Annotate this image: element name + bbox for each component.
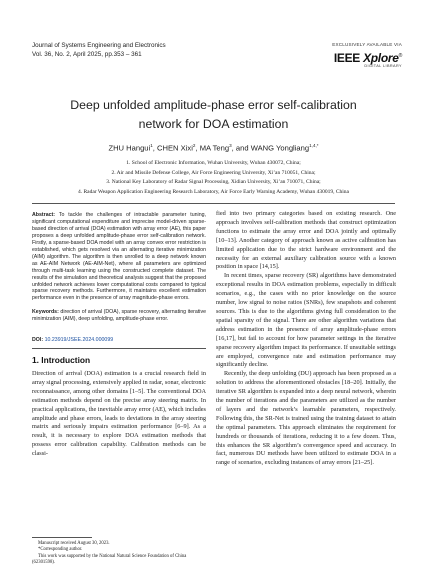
journal-header [32,41,166,59]
brand-ieee: IEEE [333,51,361,65]
brand-reg: ® [398,53,402,59]
brand-sub: DIGITAL LIBRARY [364,64,402,68]
footnote: This work was supported by the National Natural Science Foundation of China (62301598). [32,553,187,565]
paragraph: Direction of arrival (DOA) estimation is a crucial research field in array signal processing, extensively applied in radar, sonar, electronic reconnaissance, among other domains [1–5]. The conventional DOA estimation methods depend on the precise array steering matrix. In practical applications, the inevitable array error (AE), which includes amplitude and phase errors, leads to deviations in the array steering matrix and seriously impairs estimation performance [6–9]. As a result, it is necessary to explore DOA estimation methods that possess error calibration capability. Calibration methods can be classi- [32,370,206,458]
author-sup: 1 [150,143,153,148]
footnote: *Corresponding author. [38,547,83,553]
keywords-label: Keywords: [32,309,59,315]
keywords-text: direction of arrival (DOA), sparse recovery, alternating iterative minimization (AIM), deep unfolding, amplitude-phase error. [32,309,206,322]
author-sup: 2 [192,143,196,148]
abstract-text: To tackle the challenges of intractable parameter tuning, significant computational expenditure and imprecise model-driven sparse-based direction of arrival (DOA) estimation with array error (AE), this paper proposes a deep unfolded amplitude-phase error self-calibration network. Firstly, a sparse-based DOA model with an array convex error restriction is established, which gets resolved via an alternating iterative minimization (AIM) algorithm. The algorithm is then unrolled to a deep network known as AE-AIM Network (AE-AIM-Net), where all parameters are optimized through multi-task learning using the constructed complete dataset. The results of the simulation and theoretical analysis suggest that the proposed unfolded network achieves lower computational costs compared to typical sparse recovery methods. Furthermore, it maintains excellent estimation performance even in the presence of array magnitude-phase errors. [32,212,206,302]
paragraph: In recent times, sparse recovery (SR) algorithms have demonstrated exceptional results in DOA estimation problems, especially in difficult scenarios, e.g., the cases with no prior knowledge on the source number, low signal to noise ratios (SNRs), few snapshots and coherent sources. This is due to the algorithms giving full consideration to the spatial sparsity of the signal. There are other algorithm variations that address estimation in the presence of array amplitude-phase errors [16,17], but fail to account for how parameter settings in the iterative sparse recovery algorithm impact its performance. If unsuitable settings are employed, convergence rate and estimation performance may significantly decline. [216,272,396,369]
doi [32,337,206,343]
brand-xplore: Xplore [363,51,399,65]
section-heading: 1. Introduction [32,355,91,365]
keywords [32,309,206,323]
affiliations [20,159,407,197]
paper-title [20,96,407,134]
affiliation: 1. School of Electronic Information, Wuhan University, Wuhan 430072, China; [126,160,301,166]
author-name: ZHU Hangui [108,143,151,153]
author-sup: 1,4,* [309,143,319,148]
paragraph: Recently, the deep unfolding (DU) approach has been proposed as a solution to address the aforementioned obstacles [18–20]. Initially, the iterative SR algorithm is expanded into a deep neural network, wherein the number of iterations and the parameters are utilized as the number of layers and the network’s learnable parameters, respectively. Following this, the SR-Net is trained using the training dataset to attain the optimal parameters. This approach eliminates the requirement for hundreds or thousands of iterations, reducing it to a few dozen. Thus, this enhances the SR algorithm’s convergence speed and accuracy. In fact, numerous DU methods have been utilized to estimate DOA in a range of scenarios, excluding instances of array errors [21–25]. [216,370,396,467]
author-name: CHEN Xixi [157,143,193,153]
abstract-label: Abstract: [32,212,56,218]
doi-label: DOI: [32,337,44,343]
journal-name: Journal of Systems Engineering and Electronics [32,42,166,49]
affiliation: 4. Radar Weapon Application Engineering Research Laboratory, Air Force Early Warning Academy, Wuhan 430019, China [78,188,349,195]
author-sup: 3 [229,143,232,148]
exclusive-label: EXCLUSIVELY AVAILABLE VIA [332,42,402,47]
author-name: MA Teng [199,143,230,153]
abstract-rule [32,348,206,349]
footnotes [32,541,206,566]
paragraph: fied into two primary categories based on existing research. One approach involves self-calibration methods that construct optimization functions to estimate the array error and DOA jointly and optimally [10–13]. Another category of approach known as active calibration has limited application due to the strict hardware environment and the necessity for an external auxiliary calibration source with a known position in space [14,15]. [216,210,396,271]
right-column-body [216,210,396,468]
affiliation: 3. National Key Laboratory of Radar Signal Processing, Xidian University, Xi’an 710071, China; [106,179,321,186]
ieee-xplore-logo[interactable] [318,51,402,68]
abstract [32,212,206,302]
issue-line: Vol. 36, No. 2, April 2025, pp.353 – 361 [32,51,142,58]
intro-body [32,370,206,459]
title-line-2: network for DOA estimation [138,117,289,131]
doi-link[interactable]: 10.23919/JSEE.2024.000099 [44,337,114,343]
author-and: and [235,143,249,153]
header-rule [32,203,395,204]
footnote-rule [32,537,92,538]
author-line: ZHU Hangui$^1$, CHEN Xixi$^2$, MA Teng$^3$, and WANG Yongliang$^{1,4,*}$ [108,143,319,153]
affiliation: 2. Air and Missile Defense College, Air Force Engineering University, Xi’an 710051, China; [111,169,316,176]
title-line-1: Deep unfolded amplitude-phase error self-calibration [70,98,357,112]
footnote: Manuscript received August 30, 2023. [38,541,110,546]
author-name: WANG Yongliang [250,143,310,153]
